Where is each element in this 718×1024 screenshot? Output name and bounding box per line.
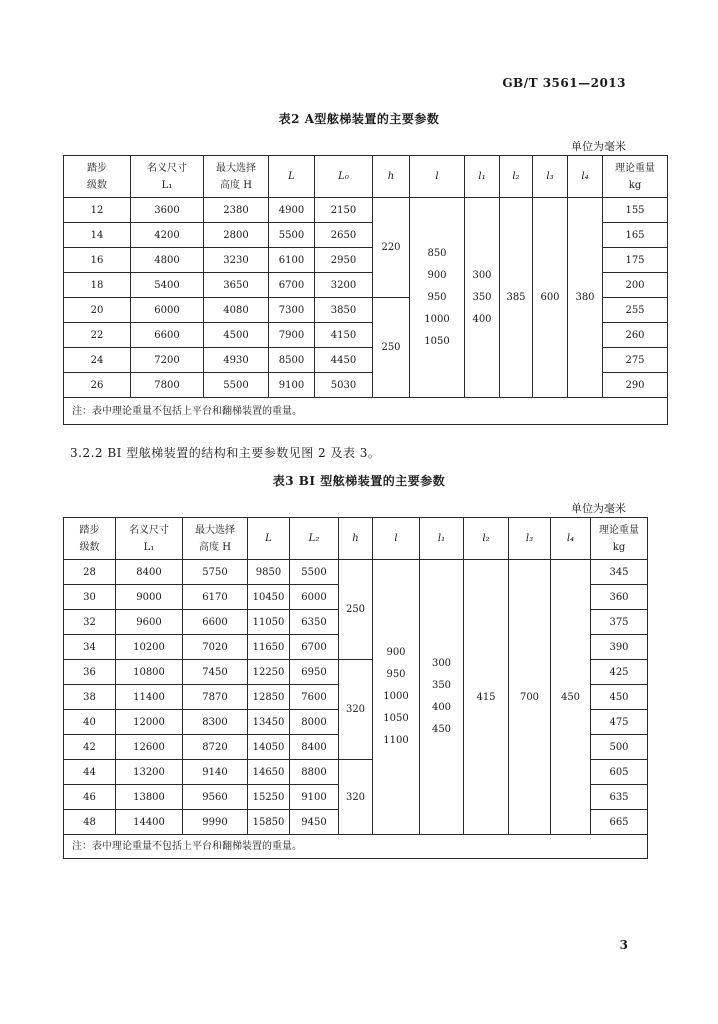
steps-cell: 34 (64, 635, 116, 660)
l-cell: 900 950 1000 1050 1100 (373, 560, 420, 835)
steps-cell: 48 (64, 810, 116, 835)
l2-header: l₂ (464, 518, 509, 560)
h-header: h (373, 156, 410, 198)
L2-cell: 9100 (290, 785, 339, 810)
L-cell: 5500 (269, 223, 315, 248)
L-cell: 11650 (248, 635, 290, 660)
L-cell: 14650 (248, 760, 290, 785)
L-cell: 13450 (248, 710, 290, 735)
weight-cell: 345 (591, 560, 648, 585)
table2-note: 注：表中理论重量不包括上平台和翻梯装置的重量。 (64, 398, 668, 425)
table3-note-row (64, 835, 648, 859)
l4-cell: 450 (551, 560, 591, 835)
weight-cell: 155 (603, 198, 668, 223)
weight-cell: 475 (591, 710, 648, 735)
l-cell: 850 900 950 1000 1050 (410, 198, 465, 398)
nominal-cell: 14400 (116, 810, 183, 835)
l1-header: l₁ (465, 156, 500, 198)
L0-cell: 3850 (315, 298, 373, 323)
h-cell: 220 (373, 198, 410, 298)
lift-cell: 9560 (183, 785, 248, 810)
weight-cell: 275 (603, 348, 668, 373)
weight-cell: 260 (603, 323, 668, 348)
L0-cell: 2650 (315, 223, 373, 248)
table-row (64, 198, 668, 223)
h-header: h (339, 518, 373, 560)
nominal-cell: 7200 (131, 348, 204, 373)
L2-cell: 7600 (290, 685, 339, 710)
nominal-cell: 9600 (116, 610, 183, 635)
L-cell: 15850 (248, 810, 290, 835)
L2-cell: 5500 (290, 560, 339, 585)
lift-cell: 5750 (183, 560, 248, 585)
nominal-cell: 13800 (116, 785, 183, 810)
nominal-cell: 10200 (116, 635, 183, 660)
steps-cell: 38 (64, 685, 116, 710)
section-3-2-2: 3.2.2 BI 型舷梯装置的结构和主要参数见图 2 及表 3。 (70, 446, 381, 460)
steps-cell: 14 (64, 223, 131, 248)
table2 (63, 155, 668, 425)
lift-cell: 4930 (204, 348, 269, 373)
standard-code: GB/T 3561—2013 (502, 76, 626, 90)
steps-cell: 30 (64, 585, 116, 610)
lift-cell: 7450 (183, 660, 248, 685)
weight-header: 理论重量 kg (603, 156, 668, 198)
weight-cell: 200 (603, 273, 668, 298)
L-cell: 4900 (269, 198, 315, 223)
L0-cell: 2150 (315, 198, 373, 223)
l1-cell: 300 350 400 450 (420, 560, 464, 835)
steps-cell: 28 (64, 560, 116, 585)
l2-cell: 385 (500, 198, 533, 398)
L-cell: 10450 (248, 585, 290, 610)
L-cell: 14050 (248, 735, 290, 760)
L-header: L (269, 156, 315, 198)
nominal-cell: 7800 (131, 373, 204, 398)
lift-header: 最大选择 高度 H (183, 518, 248, 560)
L2-cell: 6000 (290, 585, 339, 610)
lift-cell: 3230 (204, 248, 269, 273)
lift-cell: 2380 (204, 198, 269, 223)
weight-cell: 665 (591, 810, 648, 835)
L-cell: 8500 (269, 348, 315, 373)
nominal-cell: 3600 (131, 198, 204, 223)
h-cell: 250 (339, 560, 373, 660)
L0-cell: 5030 (315, 373, 373, 398)
steps-cell: 20 (64, 298, 131, 323)
table3-header-row (64, 518, 648, 560)
weight-cell: 500 (591, 735, 648, 760)
nominal-header: 名义尺寸 L₁ (116, 518, 183, 560)
steps-cell: 42 (64, 735, 116, 760)
steps-cell: 12 (64, 198, 131, 223)
lift-cell: 3650 (204, 273, 269, 298)
nominal-cell: 6000 (131, 298, 204, 323)
L-cell: 7300 (269, 298, 315, 323)
nominal-cell: 12600 (116, 735, 183, 760)
table3-title: 表3 BI 型舷梯装置的主要参数 (272, 474, 446, 488)
L-cell: 6100 (269, 248, 315, 273)
table2-header-row (64, 156, 668, 198)
L2-cell: 6700 (290, 635, 339, 660)
table2-unit: 单位为毫米 (571, 140, 626, 153)
lift-cell: 6170 (183, 585, 248, 610)
steps-cell: 22 (64, 323, 131, 348)
weight-header: 理论重量 kg (591, 518, 648, 560)
lift-cell: 6600 (183, 610, 248, 635)
L-cell: 9850 (248, 560, 290, 585)
lift-cell: 4080 (204, 298, 269, 323)
weight-cell: 175 (603, 248, 668, 273)
table3 (63, 517, 648, 859)
l3-header: l₃ (533, 156, 568, 198)
nominal-cell: 4800 (131, 248, 204, 273)
lift-cell: 5500 (204, 373, 269, 398)
l3-header: l₃ (509, 518, 551, 560)
L-cell: 11050 (248, 610, 290, 635)
lift-header: 最大选择 高度 H (204, 156, 269, 198)
lift-cell: 8720 (183, 735, 248, 760)
l4-header: l₄ (568, 156, 603, 198)
L2-cell: 6950 (290, 660, 339, 685)
steps-header: 踏步 级数 (64, 156, 131, 198)
table3-note: 注：表中理论重量不包括上平台和翻梯装置的重量。 (64, 835, 648, 859)
L2-cell: 8400 (290, 735, 339, 760)
L-cell: 12250 (248, 660, 290, 685)
l1-cell: 300 350 400 (465, 198, 500, 398)
nominal-cell: 11400 (116, 685, 183, 710)
lift-cell: 2800 (204, 223, 269, 248)
L2-cell: 9450 (290, 810, 339, 835)
L-cell: 6700 (269, 273, 315, 298)
L-cell: 15250 (248, 785, 290, 810)
L0-cell: 4150 (315, 323, 373, 348)
weight-cell: 390 (591, 635, 648, 660)
nominal-cell: 8400 (116, 560, 183, 585)
weight-cell: 605 (591, 760, 648, 785)
L0-cell: 2950 (315, 248, 373, 273)
weight-cell: 165 (603, 223, 668, 248)
steps-cell: 46 (64, 785, 116, 810)
L0-cell: 4450 (315, 348, 373, 373)
nominal-cell: 12000 (116, 710, 183, 735)
lift-cell: 4500 (204, 323, 269, 348)
steps-cell: 18 (64, 273, 131, 298)
l1-header: l₁ (420, 518, 464, 560)
lift-cell: 8300 (183, 710, 248, 735)
L2-cell: 6350 (290, 610, 339, 635)
table-row (64, 560, 648, 585)
steps-cell: 32 (64, 610, 116, 635)
l3-cell: 600 (533, 198, 568, 398)
table2-note-row (64, 398, 668, 425)
h-cell: 320 (339, 660, 373, 760)
lift-cell: 7020 (183, 635, 248, 660)
nominal-cell: 4200 (131, 223, 204, 248)
nominal-cell: 9000 (116, 585, 183, 610)
L-cell: 7900 (269, 323, 315, 348)
weight-cell: 255 (603, 298, 668, 323)
weight-cell: 290 (603, 373, 668, 398)
l-header: l (373, 518, 420, 560)
L0-header: L₀ (315, 156, 373, 198)
L-cell: 12850 (248, 685, 290, 710)
weight-cell: 375 (591, 610, 648, 635)
nominal-cell: 10800 (116, 660, 183, 685)
steps-cell: 36 (64, 660, 116, 685)
l3-cell: 700 (509, 560, 551, 835)
lift-cell: 7870 (183, 685, 248, 710)
h-cell: 320 (339, 760, 373, 835)
l4-cell: 380 (568, 198, 603, 398)
l4-header: l₄ (551, 518, 591, 560)
page-number: 3 (619, 938, 628, 952)
weight-cell: 635 (591, 785, 648, 810)
steps-cell: 16 (64, 248, 131, 273)
table2-title: 表2 A型舷梯装置的主要参数 (278, 112, 440, 126)
nominal-cell: 6600 (131, 323, 204, 348)
L2-cell: 8000 (290, 710, 339, 735)
steps-cell: 24 (64, 348, 131, 373)
L0-cell: 3200 (315, 273, 373, 298)
steps-cell: 40 (64, 710, 116, 735)
L-cell: 9100 (269, 373, 315, 398)
L-header: L (248, 518, 290, 560)
weight-cell: 450 (591, 685, 648, 710)
steps-cell: 44 (64, 760, 116, 785)
weight-cell: 425 (591, 660, 648, 685)
steps-cell: 26 (64, 373, 131, 398)
l2-header: l₂ (500, 156, 533, 198)
L2-cell: 8800 (290, 760, 339, 785)
l2-cell: 415 (464, 560, 509, 835)
table3-unit: 单位为毫米 (571, 502, 626, 515)
lift-cell: 9140 (183, 760, 248, 785)
nominal-header: 名义尺寸 L₁ (131, 156, 204, 198)
L2-header: L₂ (290, 518, 339, 560)
steps-header: 踏步 级数 (64, 518, 116, 560)
l-header: l (410, 156, 465, 198)
nominal-cell: 13200 (116, 760, 183, 785)
weight-cell: 360 (591, 585, 648, 610)
nominal-cell: 5400 (131, 273, 204, 298)
lift-cell: 9990 (183, 810, 248, 835)
h-cell: 250 (373, 298, 410, 398)
